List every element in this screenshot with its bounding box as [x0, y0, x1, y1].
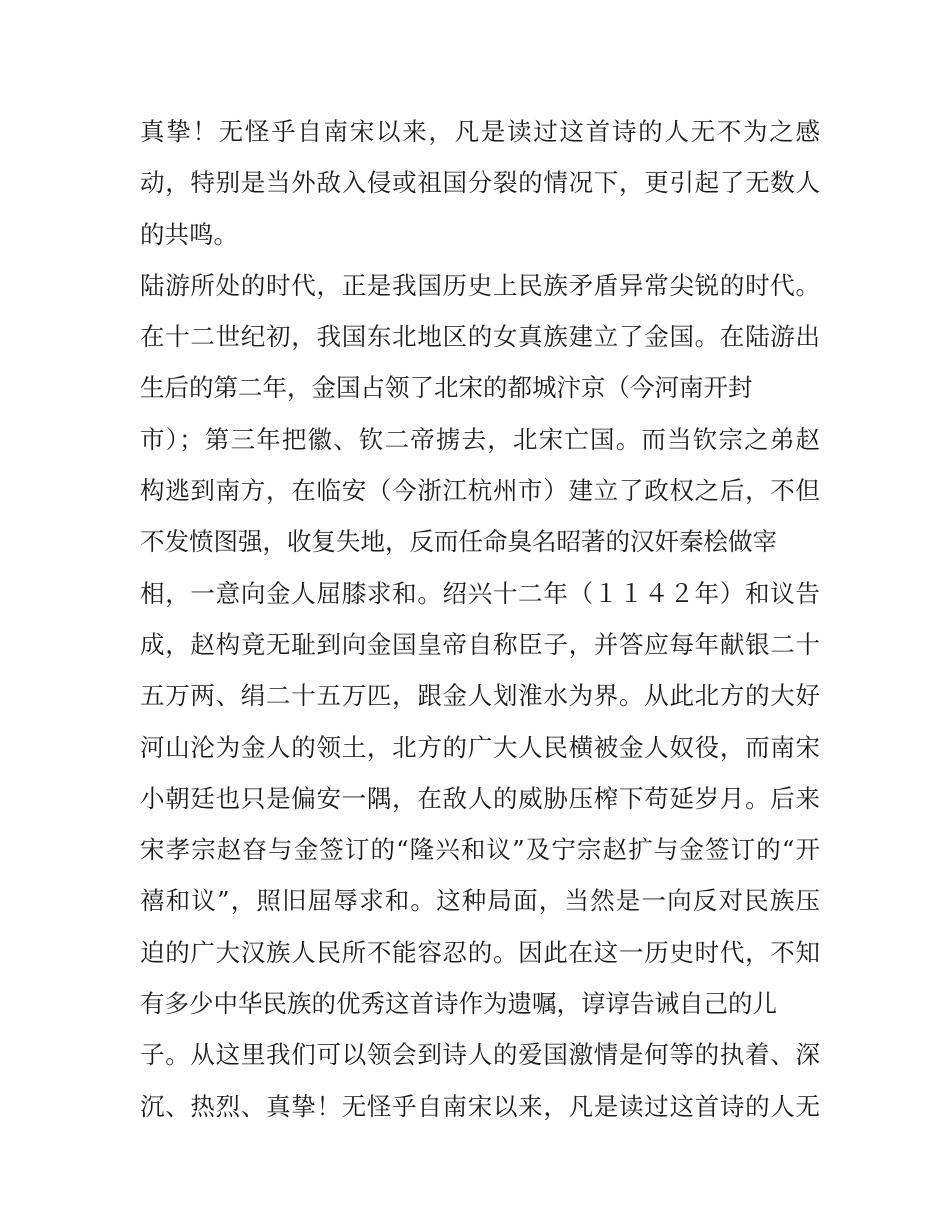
text-line-19: 子。从这里我们可以领会到诗人的爱国激情是何等的执着、深: [140, 1040, 820, 1070]
text-line-2: 动，特别是当外敌入侵或祖国分裂的情况下，更引起了无数人: [140, 168, 820, 198]
text-line-8: 构逃到南方，在临安（今浙江杭州市）建立了政权之后，不但: [140, 476, 820, 506]
text-line-1: 真挚！无怪乎自南宋以来，凡是读过这首诗的人无不为之感: [140, 117, 820, 146]
text-line-3: 的共鸣。: [140, 219, 238, 249]
text-line-7: 市）；第三年把徽、钦二帝掳去，北宋亡国。而当钦宗之弟赵: [140, 424, 820, 454]
text-line-11: 成，赵构竟无耻到向金国皇帝自称臣子，并答应每年献银二十: [140, 629, 820, 659]
text-line-10: 相，一意向金人屈膝求和。绍兴十二年（１１４２年）和议告: [140, 578, 820, 608]
text-line-6: 生后的第二年，金国占领了北宋的都城汴京（今河南开封: [140, 373, 753, 403]
text-line-12: 五万两、绢二十五万匹，跟金人划淮水为界。从此北方的大好: [140, 681, 820, 711]
text-line-15: 宋孝宗赵昚与金签订的“隆兴和议”及宁宗赵扩与金签订的“开: [140, 835, 820, 865]
text-line-14: 小朝廷也只是偏安一隅，在敌人的威胁压榨下苟延岁月。后来: [140, 783, 820, 813]
text-line-18: 有多少中华民族的优秀这首诗作为遗嘱，谆谆告诫自己的儿: [140, 989, 777, 1019]
text-line-9: 不发愤图强，收复失地，反而任命臭名昭著的汉奸秦桧做宰: [140, 527, 777, 557]
text-line-17: 迫的广大汉族人民所不能容忍的。因此在这一历史时代，不知: [140, 937, 820, 967]
text-line-16: 禧和议”，照旧屈辱求和。这种局面，当然是一向反对民族压: [140, 886, 820, 916]
text-line-4: 陆游所处的时代，正是我国历史上民族矛盾异常尖锐的时代。: [140, 270, 820, 300]
body-text: [140, 106, 820, 1132]
text-line-13: 河山沦为金人的领土，北方的广大人民横被金人奴役，而南宋: [140, 732, 820, 762]
text-line-5: 在十二世纪初，我国东北地区的女真族建立了金国。在陆游出: [140, 322, 820, 352]
text-line-20: 沉、热烈、真挚！无怪乎自南宋以来，凡是读过这首诗的人无: [140, 1091, 820, 1121]
